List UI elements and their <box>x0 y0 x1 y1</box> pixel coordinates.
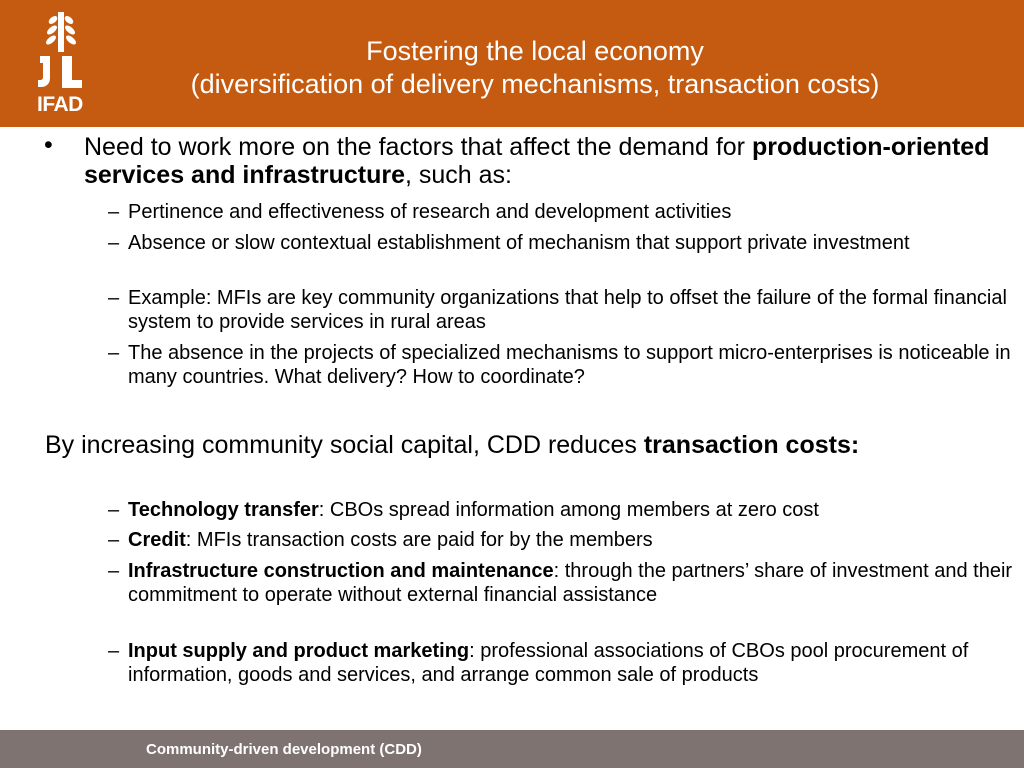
dash-marker: – <box>108 342 120 364</box>
paragraph-2 <box>45 431 1005 460</box>
sub-item <box>108 498 1013 522</box>
bullet-1-text <box>84 133 1019 189</box>
bullet-1-text-part1: Need to work more on the factors that affect the demand for <box>84 133 752 161</box>
sub-item-text: Example: MFIs are key community organizations that help to offset the failure of the formal financial system to provide services in rural areas <box>128 287 1007 333</box>
dash-marker: – <box>108 640 120 662</box>
slide-title <box>90 35 980 101</box>
paragraph-2-bold: transaction costs: <box>643 431 860 459</box>
paragraph-2-text: By increasing community social capital, CDD reduces <box>45 431 644 459</box>
slide-footer <box>0 730 1024 768</box>
sub-item-bold: Credit <box>128 529 186 551</box>
dash-marker: – <box>108 499 120 521</box>
sub-item <box>108 231 1013 255</box>
sub-item-text: : through the partners’ share of investment and their commitment to operate without external financial assistance <box>128 560 1013 606</box>
dash-marker: – <box>108 560 120 582</box>
sub-item-text: Absence or slow contextual establishment of mechanism that support private investment <box>128 232 910 254</box>
sub-item-bold: Technology transfer <box>128 499 319 521</box>
sub-item-text: The absence in the projects of specialized mechanisms to support micro-enterprises is noticeable in many countries. What delivery? How to coordinate? <box>128 342 1011 388</box>
title-line-2: (diversification of delivery mechanisms, transaction costs) <box>190 69 880 99</box>
bullet-1-text-bold: production-oriented services and infrastructure <box>84 133 990 189</box>
dash-marker: – <box>108 529 120 551</box>
sub-item <box>108 200 1013 224</box>
sub-item-text: : CBOs spread information among members at zero cost <box>318 499 819 521</box>
bullet-1-text-part2: , such as: <box>404 161 512 189</box>
sub-item <box>108 341 1013 389</box>
sub-item-bold: Infrastructure construction and maintenance <box>128 560 554 582</box>
sub-item-bold: Input supply and product marketing <box>128 640 470 662</box>
sub-item <box>108 559 1013 607</box>
footer-text: Community-driven development (CDD) <box>146 741 422 758</box>
sub-item-text: : MFIs transaction costs are paid for by the members <box>185 529 653 551</box>
sub-item <box>108 528 1013 552</box>
dash-marker: – <box>108 232 120 254</box>
bullet-marker: • <box>44 131 53 159</box>
sub-item <box>108 286 1013 334</box>
sub-item-text: : professional associations of CBOs pool procurement of information, goods and services, and arrange common sale of products <box>128 640 969 686</box>
title-line-1: Fostering the local economy <box>366 36 704 66</box>
slide-header <box>0 0 1024 127</box>
dash-marker: – <box>108 287 120 309</box>
logo-text: IFAD <box>37 93 83 116</box>
sub-item <box>108 639 1013 687</box>
dash-marker: – <box>108 201 120 223</box>
sub-item-text: Pertinence and effectiveness of research and development activities <box>128 201 732 223</box>
